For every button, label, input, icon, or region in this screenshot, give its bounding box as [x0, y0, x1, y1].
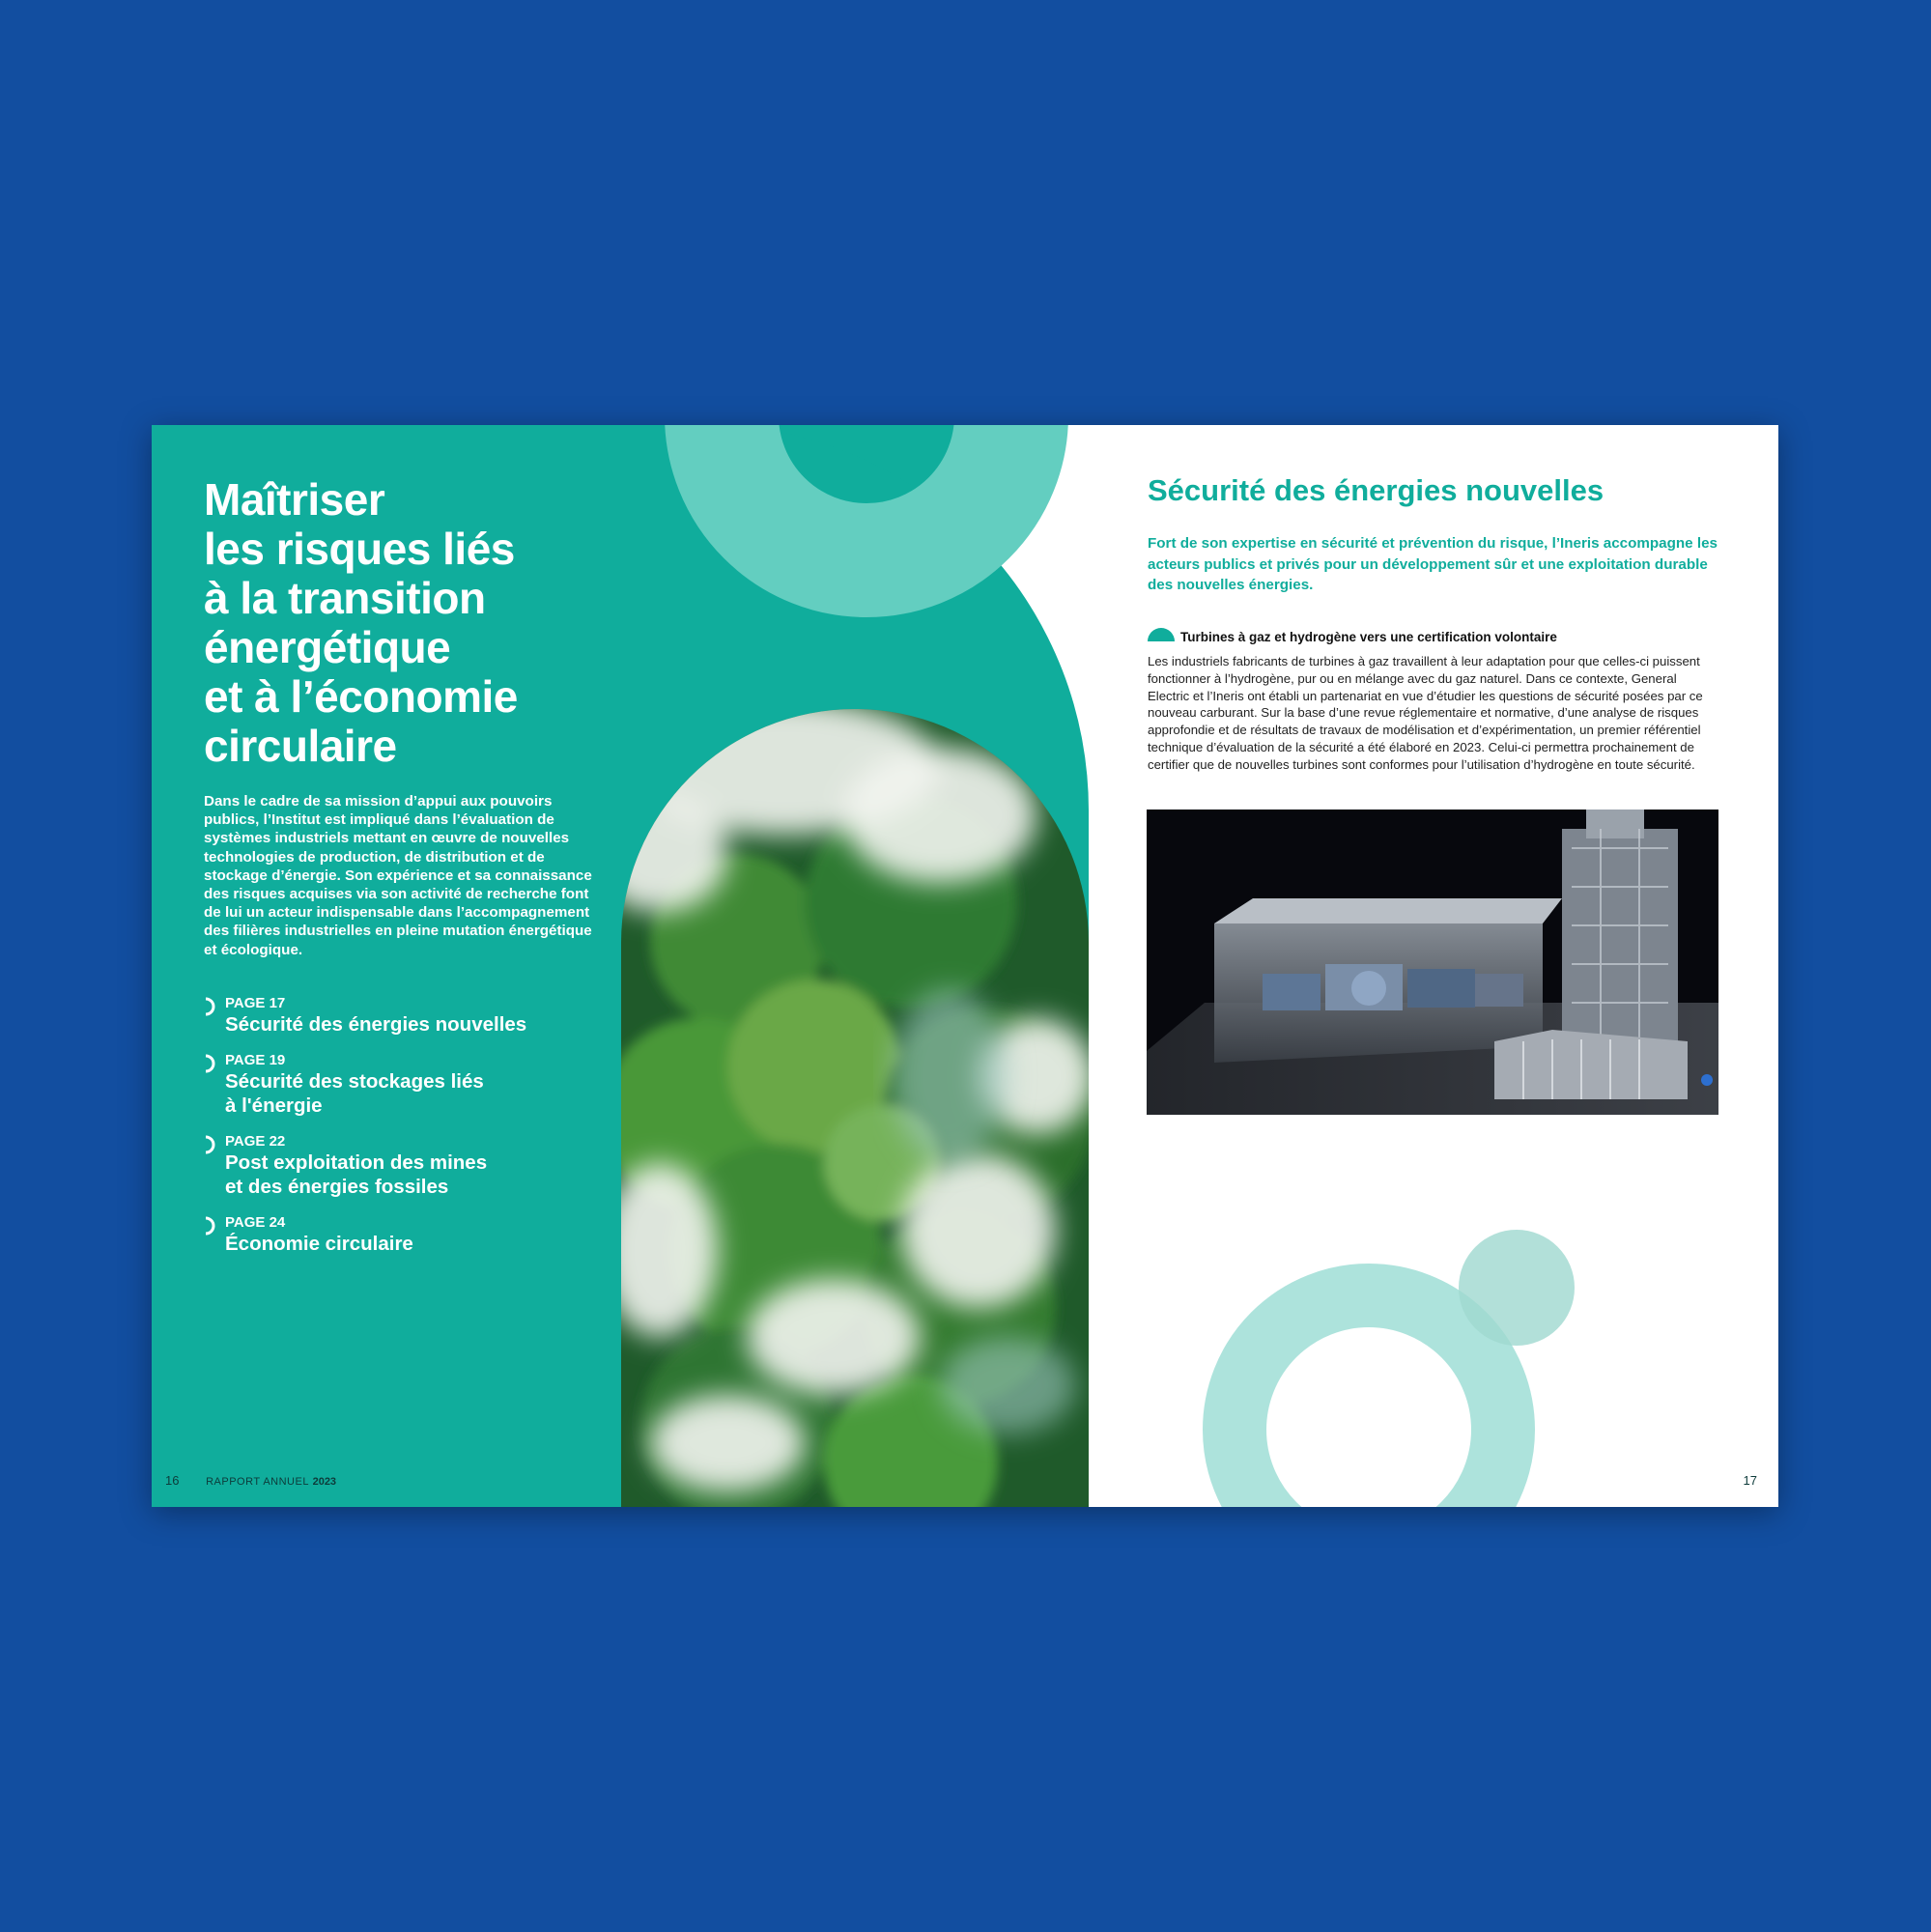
report-year: 2023 [312, 1476, 337, 1488]
toc-title: Post exploitation des mines et des énergies fossiles [225, 1151, 488, 1198]
page-number-left: 16 [165, 1473, 180, 1488]
arc-bullet-icon [203, 1216, 216, 1236]
arc-bullet-icon [203, 997, 216, 1016]
toc-item-page-22[interactable] [202, 1133, 608, 1199]
toc-page-number: PAGE 22 [225, 1133, 286, 1150]
left-page-intro: Dans le cadre de sa mission d’appui aux pouvoirs publics, l’Institut est impliqué dans l’évaluation de systèmes industriels mettant en œuvre de nouvelles technologies de production, de distribution et de stockage d’énergie. Son expérience et sa connaissance des risques acquises via son activité de recherche font de lui un acteur indispensable dans l’accompagnement des filières industrielles en pleine mutation énergétique et écologique. [204, 793, 592, 958]
toc-title: Sécurité des stockages liés à l'énergie [225, 1070, 484, 1117]
left-page-title: Maîtriser les risques liés à la transition énergétique et à l’économie circulaire [204, 474, 518, 771]
half-circle-icon [1148, 628, 1175, 641]
subheading-text: Turbines à gaz et hydrogène vers une certification volontaire [1180, 630, 1557, 644]
page-number-right: 17 [1743, 1473, 1757, 1488]
right-page-title: Sécurité des énergies nouvelles [1148, 473, 1604, 507]
report-label: RAPPORT ANNUEL [206, 1476, 309, 1488]
table-of-contents [202, 995, 608, 1271]
toc-page-number: PAGE 17 [225, 995, 286, 1011]
turbine-plant-image [1147, 810, 1718, 1115]
toc-page-number: PAGE 24 [225, 1214, 286, 1231]
forest-aerial-image [621, 709, 1089, 1507]
bottom-ring [1235, 1295, 1503, 1507]
left-page-footer [165, 1473, 336, 1488]
section-subheading [1148, 628, 1727, 646]
toc-page-number: PAGE 19 [225, 1052, 286, 1068]
small-circle [1459, 1230, 1575, 1346]
right-page-lead: Fort de son expertise en sécurité et prévention du risque, l’Ineris accompagne les acteurs publics et privés pour un développement sûr et une exploitation durable des nouvelles énergies. [1148, 535, 1718, 593]
arc-bullet-icon [203, 1135, 216, 1154]
toc-item-page-17[interactable] [202, 995, 608, 1037]
toc-title: Sécurité des énergies nouvelles [225, 1013, 527, 1036]
body-paragraph: Les industriels fabricants de turbines à gaz travaillent à leur adaptation pour que celles-ci puissent fonctionner à l’hydrogène, pur ou en mélange avec du gaz naturel. Dans ce contexte, General Electric et l’Ineris ont établi un partenariat en vue d’étudier les questions de sécurité posées par ce nouveau carburant. Sur la base d’une revue réglementaire et normative, d’une analyse de risques approfondie et de résultats de travaux de modélisation et d’expérimentation, un premier référentiel technique d’évaluation de la sécurité a été élaboré en 2023. Celui-ci permettra prochainement de certifier que de nouvelles turbines sont conformes pour l’utilisation d’hydrogène en toute sécurité. [1148, 654, 1703, 772]
brochure-spread [152, 425, 1778, 1507]
toc-title: Économie circulaire [225, 1233, 413, 1255]
arc-bullet-icon [203, 1054, 216, 1073]
toc-item-page-19[interactable] [202, 1052, 608, 1118]
toc-item-page-24[interactable] [202, 1214, 608, 1256]
